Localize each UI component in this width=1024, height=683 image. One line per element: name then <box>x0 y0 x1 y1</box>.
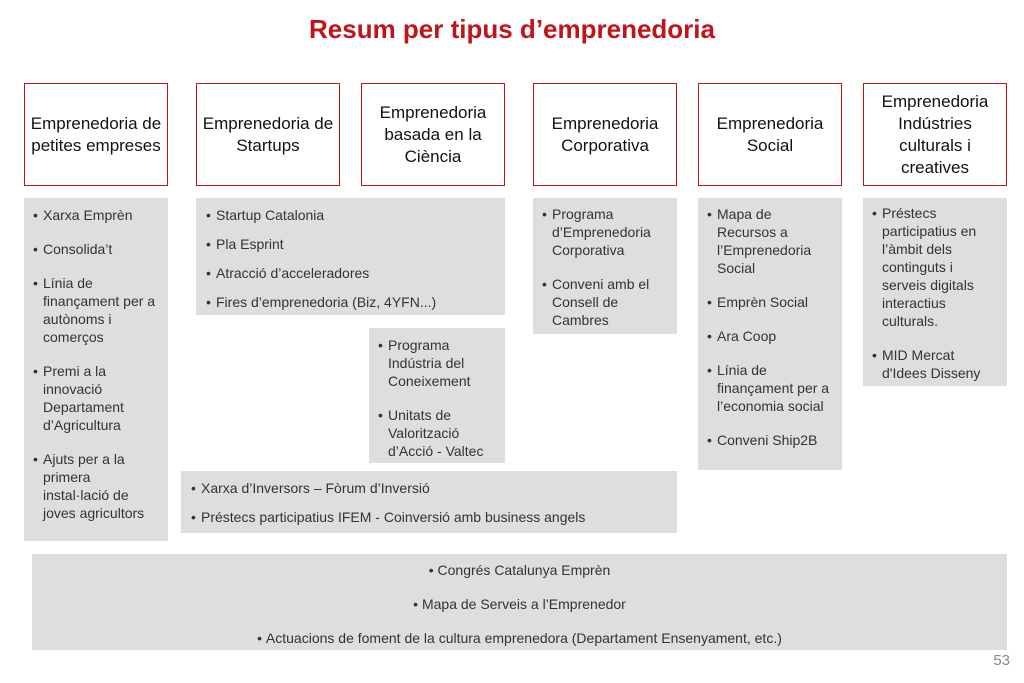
page-title: Resum per tipus d’emprenedoria <box>309 14 715 44</box>
list-item: • Programa Indústria del Coneixement <box>376 336 497 390</box>
list-startups <box>196 198 505 315</box>
list-item: • Emprèn Social <box>705 293 834 311</box>
list-item: • Préstecs participatius en l’àmbit dels continguts i serveis digitals interactius culturals. <box>870 204 999 330</box>
page-number: 53 <box>993 652 1010 669</box>
header-social: Emprenedoria Social <box>698 83 842 186</box>
list-item: • Congrés Catalunya Emprèn <box>40 561 999 579</box>
list-item: • Unitats de Valorització d’Acció - Valtec <box>376 406 497 460</box>
header-ciencia: Emprenedoria basada en la Ciència <box>361 83 505 186</box>
header-startups: Emprenedoria de Startups <box>196 83 340 186</box>
list-item: • Premi a la innovació Departament d’Agricultura <box>31 362 160 434</box>
list-inversors <box>181 471 677 533</box>
list-transversal <box>32 554 1007 650</box>
list-item: • Startup Catalonia <box>204 206 497 224</box>
list-item: • Mapa de Recursos a l’Emprenedoria Social <box>705 205 834 277</box>
list-item: • Conveni Ship2B <box>705 431 834 449</box>
list-ciencia <box>369 328 505 463</box>
list-item: • Atracció d’acceleradores <box>204 264 497 282</box>
list-item: • Línia de finançament per a autònoms i comerços <box>31 274 160 346</box>
header-petites-empreses: Emprenedoria de petites empreses <box>24 83 168 186</box>
list-item: • MID Mercat d'Idees Disseny <box>870 346 999 382</box>
list-item: • Programa d’Emprenedoria Corporativa <box>540 205 669 259</box>
list-item: • Actuacions de foment de la cultura emprenedora (Departament Ensenyament, etc.) <box>40 629 999 647</box>
list-petites-empreses <box>24 198 168 541</box>
list-item: • Mapa de Serveis a l’Emprenedor <box>40 595 999 613</box>
list-item: • Xarxa Emprèn <box>31 206 160 224</box>
list-item: • Línia de finançament per a l’economia social <box>705 361 834 415</box>
list-item: • Consolida’t <box>31 240 160 258</box>
list-social <box>698 198 842 470</box>
list-item: • Préstecs participatius IFEM - Coinversió amb business angels <box>189 508 669 526</box>
header-corporativa: Emprenedoria Corporativa <box>533 83 677 186</box>
list-item: • Xarxa d’Inversors – Fòrum d’Inversió <box>189 479 669 497</box>
list-item: • Conveni amb el Consell de Cambres <box>540 275 669 329</box>
list-corporativa <box>533 198 677 334</box>
list-item: • Fires d’emprenedoria (Biz, 4YFN...) <box>204 293 497 311</box>
list-item: • Ara Coop <box>705 327 834 345</box>
list-culturals <box>863 198 1007 386</box>
list-item: • Pla Esprint <box>204 235 497 253</box>
list-item: • Ajuts per a la primera instal·lació de joves agricultors <box>31 450 160 522</box>
header-culturals: Emprenedoria Indústries culturals i creatives <box>863 83 1007 186</box>
